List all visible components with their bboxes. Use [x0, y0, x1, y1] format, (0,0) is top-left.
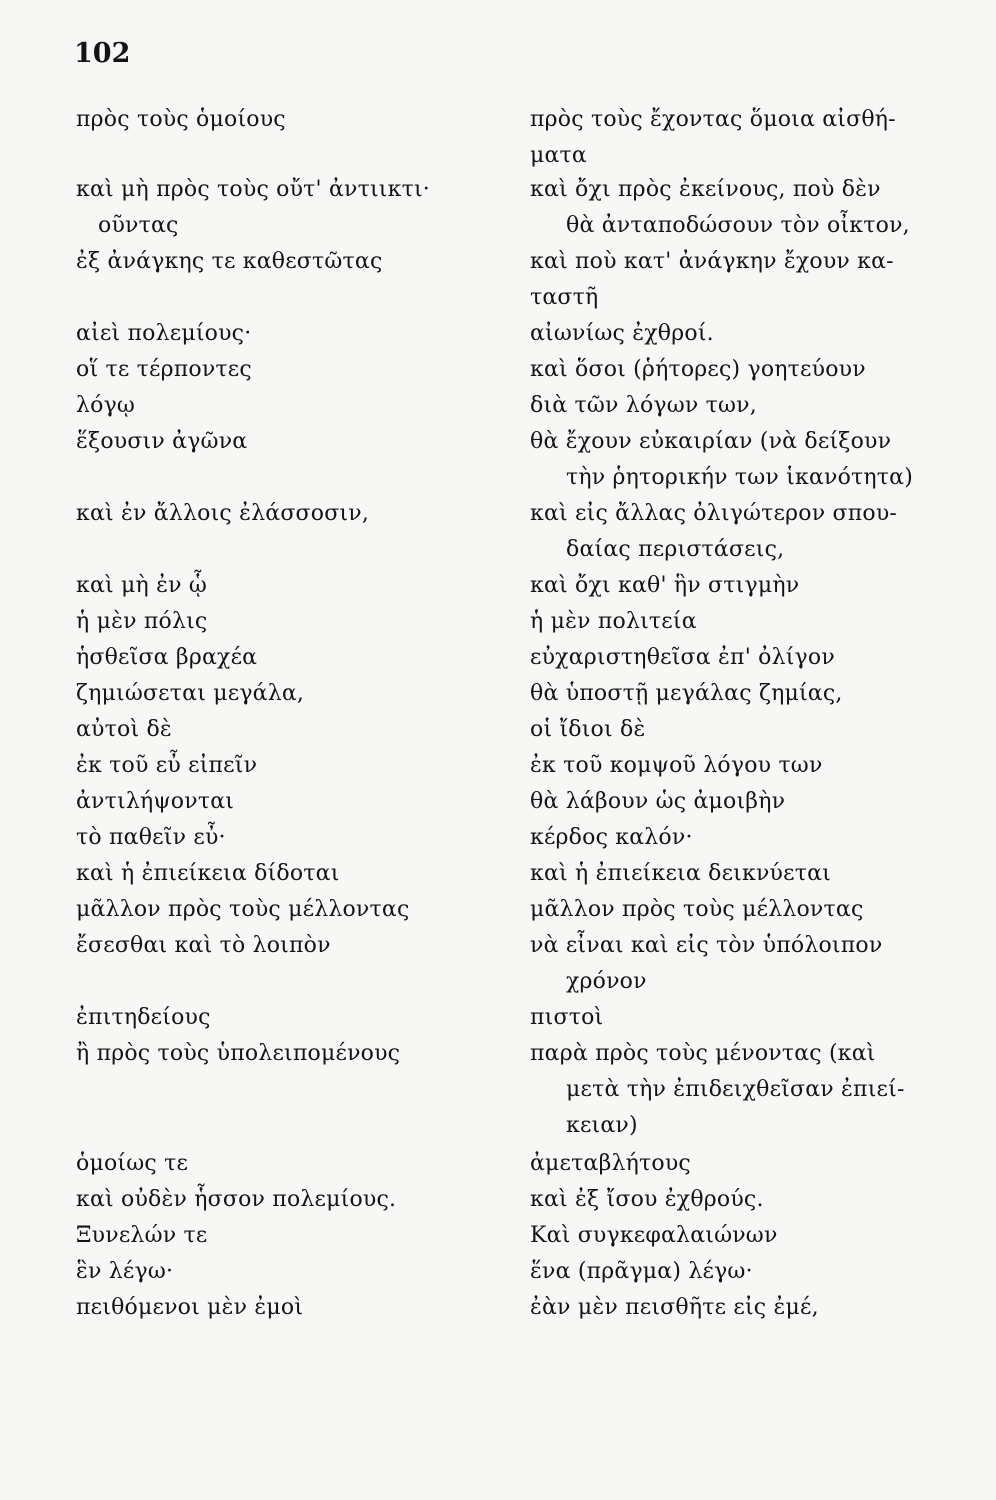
text-line: ἐξ ἀνάγκης τε καθεστῶτας [76, 249, 383, 274]
text-line: ἓν λέγω· [76, 1259, 174, 1284]
text-line: καὶ μὴ πρὸς τοὺς οὔτ' ἀντιικτι· [76, 177, 430, 202]
text-line: καὶ ἡ ἐπιείκεια δίδοται [76, 861, 340, 886]
text-line: ἐκ τοῦ εὖ εἰπεῖν [76, 753, 258, 778]
text-line: καὶ ὅσοι (ῥήτορες) γοητεύουν [530, 357, 866, 382]
text-line: νὰ εἶναι καὶ εἰς τὸν ὑπόλοιπον [530, 933, 883, 958]
text-line: μετὰ τὴν ἐπιδειχθεῖσαν ἐπιεί- [566, 1077, 905, 1102]
text-line: πειθόμενοι μὲν ἐμοὶ [76, 1295, 304, 1320]
text-line: διὰ τῶν λόγων των, [530, 393, 757, 418]
page-number: 102 [74, 38, 131, 69]
text-line: ταστῆ [530, 285, 599, 310]
text-line: ἔσεσθαι καὶ τὸ λοιπὸν [76, 933, 331, 958]
text-line: καὶ ἡ ἐπιείκεια δεικνύεται [530, 861, 831, 886]
text-line: τὴν ῥητορικήν των ἱκανότητα) [566, 465, 913, 490]
text-line: τὸ παθεῖν εὖ· [76, 825, 226, 850]
text-line: καὶ μὴ ἐν ᾧ [76, 573, 208, 598]
text-line: ἡ μὲν πόλις [76, 609, 208, 634]
text-line: εὐχαριστηθεῖσα ἐπ' ὀλίγον [530, 645, 835, 670]
text-line: χρόνον [566, 969, 647, 994]
text-line: αὐτοὶ δὲ [76, 717, 172, 742]
text-line: ἡσθεῖσα βραχέα [76, 645, 258, 670]
text-line: θὰ ἀνταποδώσουν τὸν οἶκτον, [566, 213, 910, 238]
text-line: κειαν) [566, 1113, 638, 1138]
text-line: καὶ οὐδὲν ἧσσον πολεμίους. [76, 1187, 397, 1212]
text-line: Ξυνελών τε [76, 1223, 208, 1248]
text-line: πιστοὶ [530, 1005, 604, 1030]
text-line: ἐπιτηδείους [76, 1005, 211, 1030]
text-line: καὶ ἐν ἄλλοις ἐλάσσοσιν, [76, 501, 370, 526]
text-line: αἰωνίως ἐχθροί. [530, 321, 714, 346]
text-line: Καὶ συγκεφαλαιώνων [530, 1223, 778, 1248]
text-line: καὶ ὄχι καθ' ἣν στιγμὴν [530, 573, 800, 598]
text-line: καὶ εἰς ἄλλας ὀλιγώτερον σπου- [530, 501, 898, 526]
text-line: δαίας περιστάσεις, [566, 537, 785, 562]
text-line: ἢ πρὸς τοὺς ὑπολειπομένους [76, 1041, 401, 1066]
text-line: αἰεὶ πολεμίους· [76, 321, 252, 346]
text-line: ἡ μὲν πολιτεία [530, 609, 697, 634]
text-line: θὰ ἔχουν εὐκαιρίαν (νὰ δείξουν [530, 429, 892, 454]
text-line: οἵ τε τέρποντες [76, 357, 252, 382]
text-line: ἀντιλήψονται [76, 789, 235, 814]
text-line: ἐκ τοῦ κομψοῦ λόγου των [530, 753, 823, 778]
text-line: καὶ ποὺ κατ' ἀνάγκην ἔχουν κα- [530, 249, 894, 274]
text-line: πρὸς τοὺς ὁμοίους [76, 107, 286, 132]
text-line: ματα [530, 143, 587, 168]
text-line: λόγῳ [76, 393, 136, 418]
text-line: πρὸς τοὺς ἔχοντας ὅμοια αἰσθή- [530, 107, 896, 132]
text-line: παρὰ πρὸς τοὺς μένοντας (καὶ [530, 1041, 876, 1066]
text-line: ἕξουσιν ἀγῶνα [76, 429, 248, 454]
text-line: ὁμοίως τε [76, 1151, 189, 1176]
text-line: μᾶλλον πρὸς τοὺς μέλλοντας [76, 897, 410, 922]
text-line: καὶ ἐξ ἴσου ἐχθρούς. [530, 1187, 764, 1212]
text-line: θὰ ὑποστῇ μεγάλας ζημίας, [530, 681, 843, 706]
text-line: ζημιώσεται μεγάλα, [76, 681, 305, 706]
text-line: οῦντας [98, 213, 179, 238]
text-line: ἕνα (πρᾶγμα) λέγω· [530, 1259, 753, 1284]
text-line: καὶ ὄχι πρὸς ἐκείνους, ποὺ δὲν [530, 177, 881, 202]
text-line: θὰ λάβουν ὡς ἀμοιβὴν [530, 789, 786, 814]
text-line: μᾶλλον πρὸς τοὺς μέλλοντας [530, 897, 864, 922]
text-line: ἀμεταβλήτους [530, 1151, 691, 1176]
text-line: οἱ ἴδιοι δὲ [530, 717, 646, 742]
text-line: κέρδος καλόν· [530, 825, 693, 850]
text-line: ἐὰν μὲν πεισθῆτε εἰς ἐμέ, [530, 1295, 819, 1320]
